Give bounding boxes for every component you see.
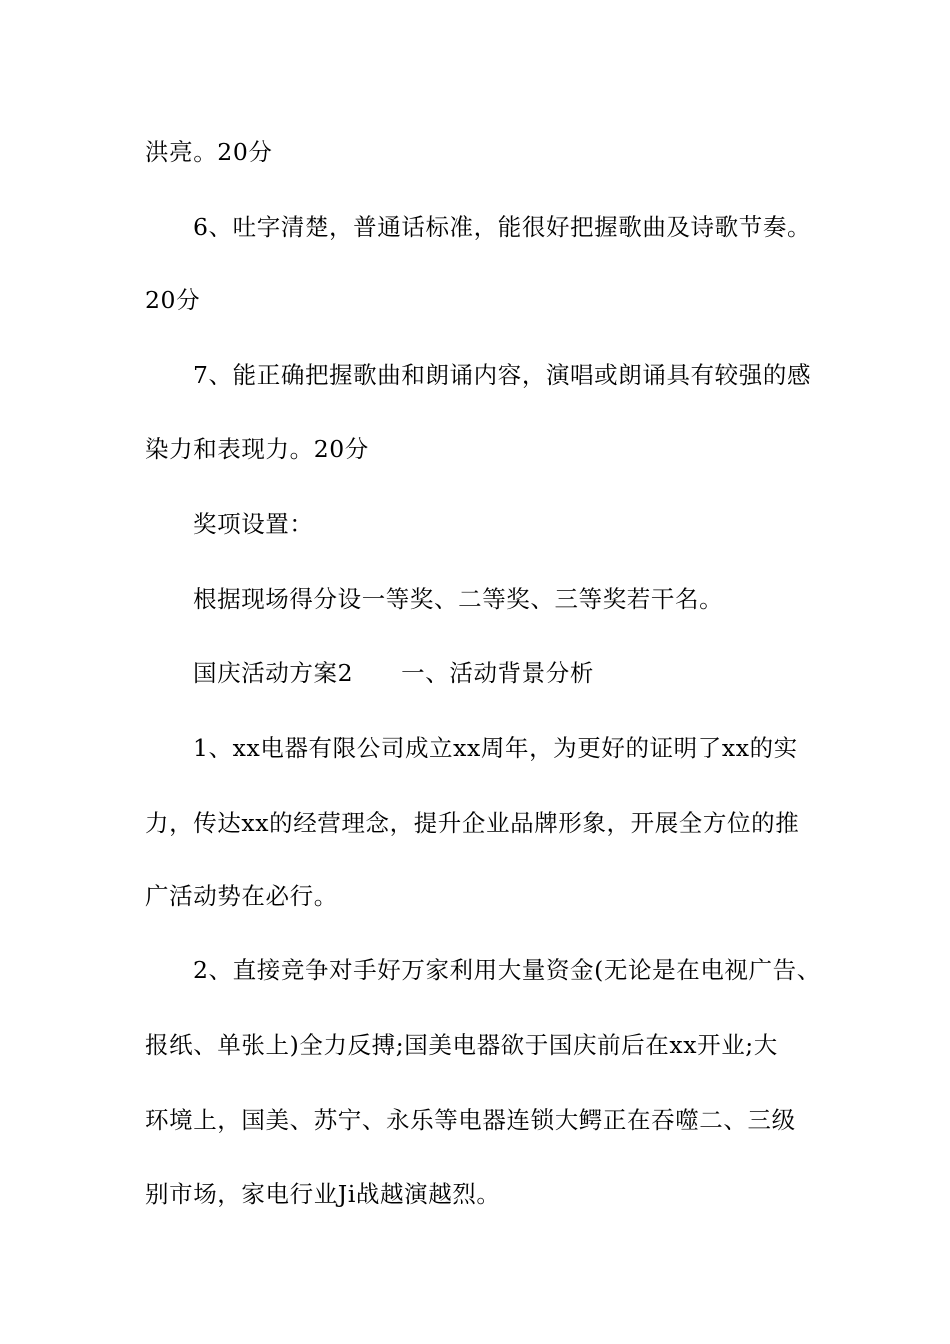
- paragraph-line: 20分: [145, 286, 201, 314]
- paragraph-line: 广活动势在必行。: [145, 882, 338, 910]
- section-heading-row: [193, 658, 594, 688]
- paragraph-line: 染力和表现力。20分: [145, 435, 369, 463]
- paragraph-line: 1、xx电器有限公司成立xx周年，为更好的证明了xx的实: [193, 734, 798, 762]
- paragraph-line: 2、直接竞争对手好万家利用大量资金(无论是在电视广告、: [193, 956, 821, 984]
- paragraph-line: 力，传达xx的经营理念，提升企业品牌形象，开展全方位的推: [145, 809, 800, 837]
- paragraph-line: 7、能正确把握歌曲和朗诵内容，演唱或朗诵具有较强的感: [193, 361, 812, 389]
- paragraph-line: 6、吐字清楚，普通话标准，能很好把握歌曲及诗歌节奏。: [193, 213, 812, 241]
- plan-title: 国庆活动方案2: [193, 659, 354, 687]
- paragraph-line: 环境上，国美、苏宁、永乐等电器连锁大鳄正在吞噬二、三级: [145, 1106, 796, 1134]
- paragraph-line: 别市场，家电行业Ji战越演越烈。: [145, 1180, 501, 1208]
- section-heading: 奖项设置：: [193, 510, 314, 538]
- paragraph-line: 洪亮。20分: [145, 138, 273, 166]
- paragraph-line: 报纸、单张上)全力反搏;国美电器欲于国庆前后在xx开业;大: [145, 1031, 778, 1059]
- paragraph-line: 根据现场得分设一等奖、二等奖、三等奖若干名。: [193, 585, 724, 613]
- subsection-heading: 一、活动背景分析: [401, 659, 594, 687]
